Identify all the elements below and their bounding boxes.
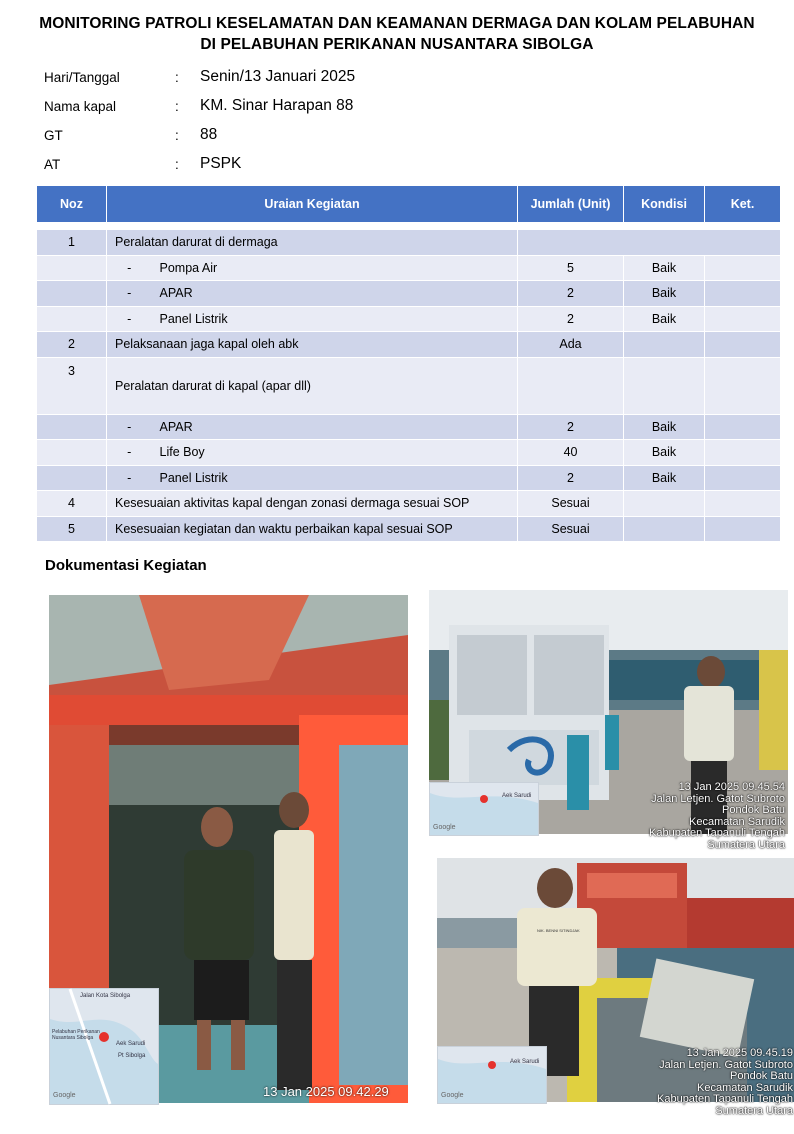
stamp-line: Sumatera Utara: [715, 1104, 793, 1117]
map-label: Aek Sarudi: [116, 1041, 146, 1047]
cell-dash: -: [107, 414, 152, 440]
cell-no: [37, 255, 107, 281]
cell-uraian: Kesesuaian aktivitas kapal dengan zonasi dermaga sesuai SOP: [107, 491, 518, 517]
table-row: [37, 357, 781, 414]
cell-dash: -: [107, 255, 152, 281]
cell-no: [37, 465, 107, 491]
cell-dash: -: [107, 281, 152, 307]
cell-kondisi: Baik: [624, 306, 705, 332]
stamp-line: 13 Jan 2025 09.45.19: [686, 1047, 793, 1059]
stamp-line: 13 Jan 2025 09.45.54: [678, 781, 785, 793]
table-row: [37, 332, 781, 358]
cell-jumlah: Ada: [518, 332, 624, 358]
info-value: PSPK: [200, 155, 242, 172]
cell-jumlah: Sesuai: [518, 516, 624, 542]
cell-jumlah: 2: [518, 281, 624, 307]
cell-dash: -: [107, 306, 152, 332]
cell-uraian: Peralatan darurat di kapal (apar dll): [107, 357, 518, 414]
cell-kondisi: Baik: [624, 465, 705, 491]
map-label: Aek Sarudi: [502, 793, 532, 799]
stamp-line: Pondok Batu: [722, 804, 785, 816]
stamp-line: Sumatera Utara: [707, 838, 785, 851]
photo-dock-inspection: [437, 858, 794, 1117]
cell-ket: [705, 440, 781, 466]
cell-jumlah: Sesuai: [518, 491, 624, 517]
cell-uraian: Panel Listrik: [152, 465, 518, 491]
cell-ket: [705, 306, 781, 332]
cell-ket: [705, 414, 781, 440]
cell-no: 5: [37, 516, 107, 542]
cell-ket: [705, 465, 781, 491]
cell-uraian: APAR: [152, 281, 518, 307]
cell-no: 4: [37, 491, 107, 517]
photo-timestamp: 13 Jan 2025 09.42.29: [263, 1084, 389, 1099]
info-label: AT: [44, 157, 61, 172]
cell-uraian: Panel Listrik: [152, 306, 518, 332]
cell-jumlah: 2: [518, 465, 624, 491]
table-row: [37, 440, 781, 466]
map-label: Jalan Kota Sibolga: [80, 993, 131, 999]
photo-boat-cabin: [49, 595, 408, 1103]
cell-empty: [518, 230, 781, 256]
photo-location-stamp: [597, 1048, 793, 1117]
cell-jumlah: 5: [518, 255, 624, 281]
cell-uraian: Pompa Air: [152, 255, 518, 281]
info-value: 88: [200, 126, 218, 143]
table-row: [37, 281, 781, 307]
info-colon: :: [175, 157, 179, 172]
table-row: [37, 516, 781, 542]
stamp-line: Jalan Letjen. Gatot Subroto: [651, 792, 785, 805]
cell-no: 1: [37, 230, 107, 256]
header-no: Noz: [37, 186, 107, 223]
cell-ket: [705, 255, 781, 281]
table-row: [37, 465, 781, 491]
cell-uraian: Kesesuaian kegiatan dan waktu perbaikan kapal sesuai SOP: [107, 516, 518, 542]
header-kondisi: Kondisi: [624, 186, 705, 223]
header-uraian: Uraian Kegiatan: [107, 186, 518, 223]
cell-ket: [705, 491, 781, 517]
cell-uraian: Life Boy: [152, 440, 518, 466]
cell-kondisi: Baik: [624, 281, 705, 307]
cell-no: [37, 281, 107, 307]
stamp-line: Kecamatan Sarudik: [689, 815, 785, 828]
cell-ket: [705, 281, 781, 307]
cell-uraian: Pelaksanaan jaga kapal oleh abk: [107, 332, 518, 358]
cell-kondisi: Baik: [624, 414, 705, 440]
stamp-line: Kabupaten Tapanuli Tengah: [649, 827, 785, 839]
stamp-line: Kecamatan Sarudik: [697, 1081, 793, 1094]
info-value: KM. Sinar Harapan 88: [200, 97, 354, 114]
table-row: [37, 230, 781, 256]
title-line-1: MONITORING PATROLI KESELAMATAN DAN KEAMANAN DERMAGA DAN KOLAM PELABUHAN: [39, 15, 755, 32]
table-row: [37, 255, 781, 281]
activity-table: [36, 185, 781, 542]
cell-ket: [705, 516, 781, 542]
header-ket: Ket.: [705, 186, 781, 223]
table-row: [37, 491, 781, 517]
table-row: [37, 306, 781, 332]
title-line-2: DI PELABUHAN PERIKANAN NUSANTARA SIBOLGA: [200, 36, 594, 53]
cell-jumlah: 40: [518, 440, 624, 466]
map-inset: [437, 1046, 547, 1104]
cell-dash: -: [107, 465, 152, 491]
google-logo: Google: [53, 1092, 76, 1099]
document-title: [0, 13, 794, 55]
cell-jumlah: 2: [518, 306, 624, 332]
stamp-line: Jalan Letjen. Gatot Subroto: [659, 1058, 793, 1071]
info-value: Senin/13 Januari 2025: [200, 68, 356, 85]
info-label: Hari/Tanggal: [44, 70, 120, 85]
cell-kondisi: [624, 357, 705, 414]
map-label: Aek Sarudi: [510, 1059, 540, 1065]
cell-dash: -: [107, 440, 152, 466]
badge-text: NIK. BENNI SITINDJAK: [537, 928, 580, 933]
cell-no: 3: [37, 357, 107, 414]
info-label: GT: [44, 128, 63, 143]
stamp-line: Pondok Batu: [730, 1070, 793, 1082]
cell-no: [37, 414, 107, 440]
info-colon: :: [175, 99, 179, 114]
cell-ket: [705, 357, 781, 414]
cell-kondisi: [624, 332, 705, 358]
cell-no: 2: [37, 332, 107, 358]
cell-kondisi: [624, 516, 705, 542]
google-logo: Google: [441, 1092, 464, 1099]
cell-ket: [705, 332, 781, 358]
cell-jumlah: [518, 357, 624, 414]
table-row: [37, 414, 781, 440]
cell-kondisi: Baik: [624, 440, 705, 466]
cell-kondisi: Baik: [624, 255, 705, 281]
stamp-line: Kabupaten Tapanuli Tengah: [657, 1093, 793, 1105]
map-label: Pt Sibolga: [118, 1053, 146, 1059]
cell-kondisi: [624, 491, 705, 517]
info-colon: :: [175, 70, 179, 85]
photo-electric-panel: [429, 590, 788, 851]
documentation-title: Dokumentasi Kegiatan: [45, 557, 207, 574]
map-inset: [429, 782, 539, 836]
cell-no: [37, 306, 107, 332]
cell-uraian: Peralatan darurat di dermaga: [107, 230, 518, 256]
cell-no: [37, 440, 107, 466]
map-label: Pelabuhan Perikanan Nusantara Sibolga: [52, 1029, 100, 1041]
google-logo: Google: [433, 824, 456, 831]
info-label: Nama kapal: [44, 99, 117, 114]
photo-location-stamp: [589, 782, 785, 851]
cell-uraian: APAR: [152, 414, 518, 440]
table-header-row: [37, 186, 781, 223]
map-inset: [49, 988, 159, 1105]
cell-jumlah: 2: [518, 414, 624, 440]
info-colon: :: [175, 128, 179, 143]
header-jumlah: Jumlah (Unit): [518, 186, 624, 223]
